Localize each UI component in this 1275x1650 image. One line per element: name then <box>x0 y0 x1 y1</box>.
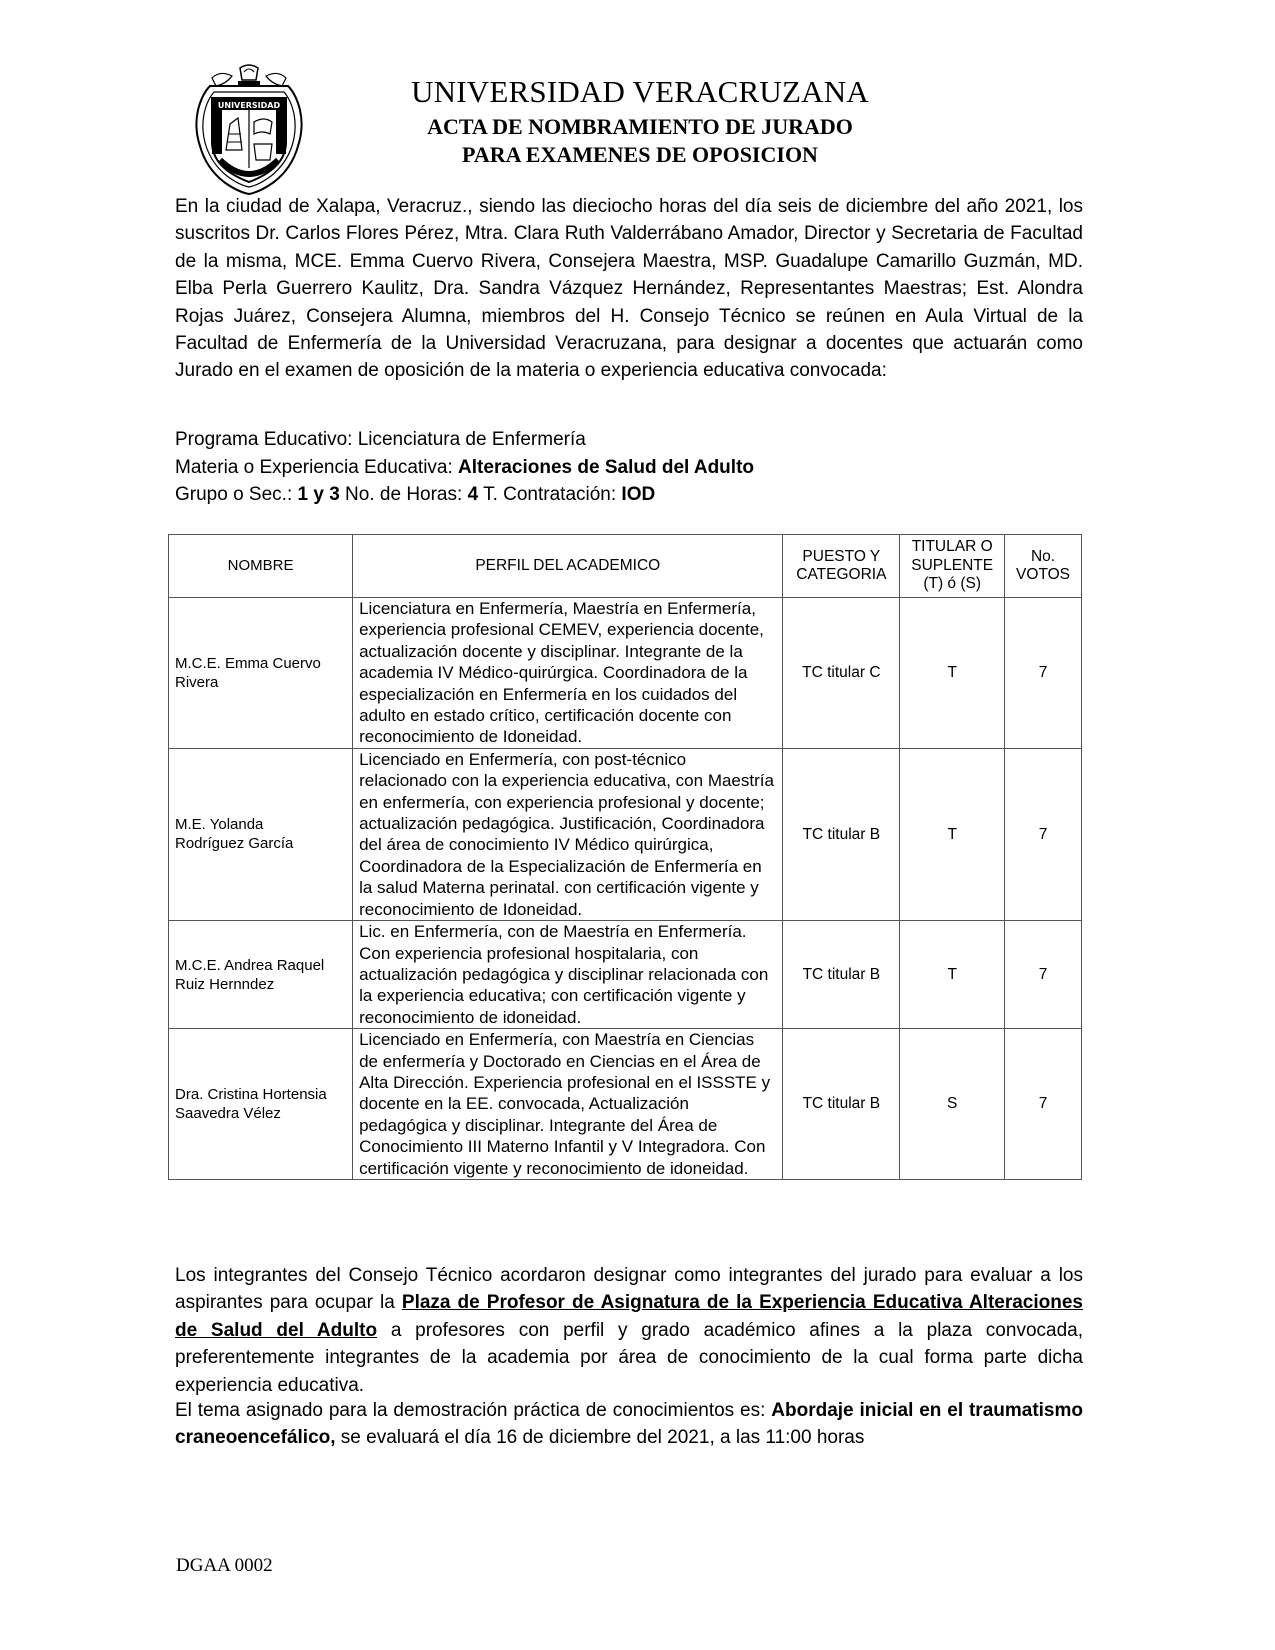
materia-value: Alteraciones de Salud del Adulto <box>458 457 755 478</box>
header-votos-line1: No. <box>1030 547 1056 565</box>
nombre-line1: M.C.E. Andrea Raquel <box>175 956 325 974</box>
cell-puesto: TC titular B <box>783 748 900 920</box>
plaza-name: Plaza de Profesor de Asignatura de la Experiencia Educativa Alteraciones de Salud del Adulto <box>175 1292 1083 1341</box>
header-puesto <box>783 535 900 598</box>
svg-text:UNIVERSIDAD: UNIVERSIDAD <box>217 101 281 110</box>
materia-label: Materia o Experiencia Educativa: <box>175 457 459 478</box>
intro-paragraph: En la ciudad de Xalapa, Veracruz., siendo las dieciocho horas del día seis de diciembre del año 2021, los suscritos Dr. Carlos Flores Pérez, Mtra. Clara Ruth Valderrábano Amador, Director y Secretaria de Facultad de la misma, MCE. Emma Cuervo Rivera, Consejera Maestra, MSP. Guadalupe Camarillo Guzmán, MD. Elba Perla Guerrero Kaulitz, Dra. Sandra Vázquez Hernández, Representantes Maestras; Est. Alondra Rojas Juárez, Consejera Alumna, miembros del H. Consejo Técnico se reúnen en Aula Virtual de la Facultad de Enfermería de la Universidad Veracruzana, para designar a docentes que actuarán como Jurado en el examen de oposición de la materia o experiencia educativa convocada: <box>175 196 1083 382</box>
header-perfil: PERFIL DEL ACADEMICO <box>353 535 783 598</box>
contratacion-label: T. Contratación: <box>478 484 622 505</box>
cell-titular: T <box>900 921 1005 1029</box>
cell-votos: 7 <box>1005 1029 1082 1180</box>
cell-votos: 7 <box>1005 921 1082 1029</box>
document-title-line2: PARA EXAMENES DE OPOSICION <box>462 142 818 167</box>
header-titular <box>900 535 1005 598</box>
tema-text-2: se evaluará el día 16 de diciembre del 2021, a las 11:00 horas <box>335 1427 865 1449</box>
table-row <box>169 748 1082 920</box>
nombre-line2: Rodríguez García <box>175 835 294 853</box>
closing-paragraph <box>175 1262 1083 1399</box>
cell-nombre <box>169 748 353 920</box>
nombre-line2: Ruiz Hernndez <box>175 975 275 993</box>
cell-titular: T <box>900 748 1005 920</box>
grupo-value: 1 y 3 <box>297 484 340 505</box>
header-titular-line1: TITULAR O <box>911 538 993 556</box>
closing-text-1: Los integrantes del Consejo Técnico acordaron designar como integrantes del jurado para evaluar a los aspirantes para ocupar la <box>175 1265 1083 1314</box>
cell-nombre <box>169 1029 353 1180</box>
header-votos-line2: VOTOS <box>1016 566 1071 583</box>
table-row <box>169 598 1082 749</box>
tema-topic: Abordaje inicial en el traumatismo craneoencefálico, <box>175 1400 1084 1449</box>
table-row <box>169 921 1082 1029</box>
programa-label: Programa Educativo: <box>175 429 358 450</box>
cell-titular: T <box>900 598 1005 749</box>
programa-educativo-line <box>175 426 586 453</box>
cell-puesto: TC titular C <box>783 598 900 749</box>
header-titular-line2: SUPLENTE <box>911 556 994 574</box>
header-puesto-line1: PUESTO Y <box>802 547 881 565</box>
nombre-line2: Rivera <box>175 673 219 691</box>
grupo-line <box>175 481 655 508</box>
closing-text-2: a profesores con perfil y grado académico afines a la plaza convocada, preferentemente integrantes de la academia por área de conocimiento de la cual forma parte dicha experiencia educativa. <box>175 1319 1083 1396</box>
jurado-table <box>168 534 1082 1180</box>
cell-votos: 7 <box>1005 598 1082 749</box>
tema-paragraph <box>175 1397 1083 1452</box>
cell-nombre <box>169 598 353 749</box>
contratacion-value: IOD <box>621 484 656 505</box>
table-row <box>169 1029 1082 1180</box>
cell-puesto: TC titular B <box>783 921 900 1029</box>
materia-line <box>175 454 754 481</box>
university-name: UNIVERSIDAD VERACRUZANA <box>411 74 869 109</box>
horas-label: No. de Horas: <box>339 484 468 505</box>
cell-titular: S <box>900 1029 1005 1180</box>
cell-nombre <box>169 921 353 1029</box>
cell-puesto: TC titular B <box>783 1029 900 1180</box>
nombre-line1: M.E. Yolanda <box>175 816 264 834</box>
cell-perfil: Licenciatura en Enfermería, Maestría en Enfermería, experiencia profesional CEMEV, experiencia docente, actualización docente y disciplinar. Integrante de la academia IV Médico-quirúrgica. Coordinadora de la especialización en Enfermería en los cuidados del adulto en estado crítico, certificación docente con reconocimiento de Idoneidad. <box>353 598 783 749</box>
nombre-line2: Saavedra Vélez <box>175 1105 281 1123</box>
cell-perfil: Lic. en Enfermería, con de Maestría en Enfermería. Con experiencia profesional hospitalaria, con actualización pedagógica y disciplinar relacionada con la experiencia educativa; con certificación vigente y reconocimiento de idoneidad. <box>353 921 783 1029</box>
header-votos <box>1005 535 1082 598</box>
cell-perfil: Licenciado en Enfermería, con Maestría en Ciencias de enfermería y Doctorado en Ciencias en el Área de Alta Dirección. Experiencia profesional en el ISSSTE y docente en la EE. convocada, Actualización pedagógica y disciplinar. Integrante del Área de Conocimiento III Materno Infantil y V Integradora. Con certificación vigente y reconocimiento de idoneidad. <box>353 1029 783 1180</box>
cell-votos: 7 <box>1005 748 1082 920</box>
header-titular-line3: (T) ó (S) <box>923 575 982 593</box>
horas-value: 4 <box>467 484 479 505</box>
table-header-row <box>169 535 1082 598</box>
grupo-label: Grupo o Sec.: <box>175 484 298 505</box>
document-title-line1: ACTA DE NOMBRAMIENTO DE JURADO <box>427 114 853 139</box>
footer-code: DGAA 0002 <box>176 1555 273 1576</box>
programa-value: Licenciatura de Enfermería <box>357 429 586 450</box>
header-puesto-line2: CATEGORIA <box>796 566 887 583</box>
nombre-line1: M.C.E. Emma Cuervo <box>175 654 321 672</box>
tema-text-1: El tema asignado para la demostración práctica de conocimientos es: <box>175 1400 772 1421</box>
nombre-line1: Dra. Cristina Hortensia <box>175 1086 327 1104</box>
cell-perfil: Licenciado en Enfermería, con post-técnico relacionado con la experiencia educativa, con Maestría en enfermería, con experiencia profesional y docente; actualización pedagógica. Justificación, Coordinadora del área de conocimiento IV Médico quirúrgica, Coordinadora de la Especialización de Enfermería en la salud Materna perinatal. con certificación vigente y reconocimiento de Idoneidad. <box>353 748 783 920</box>
header-nombre: NOMBRE <box>169 535 353 598</box>
university-seal-icon <box>190 64 308 196</box>
